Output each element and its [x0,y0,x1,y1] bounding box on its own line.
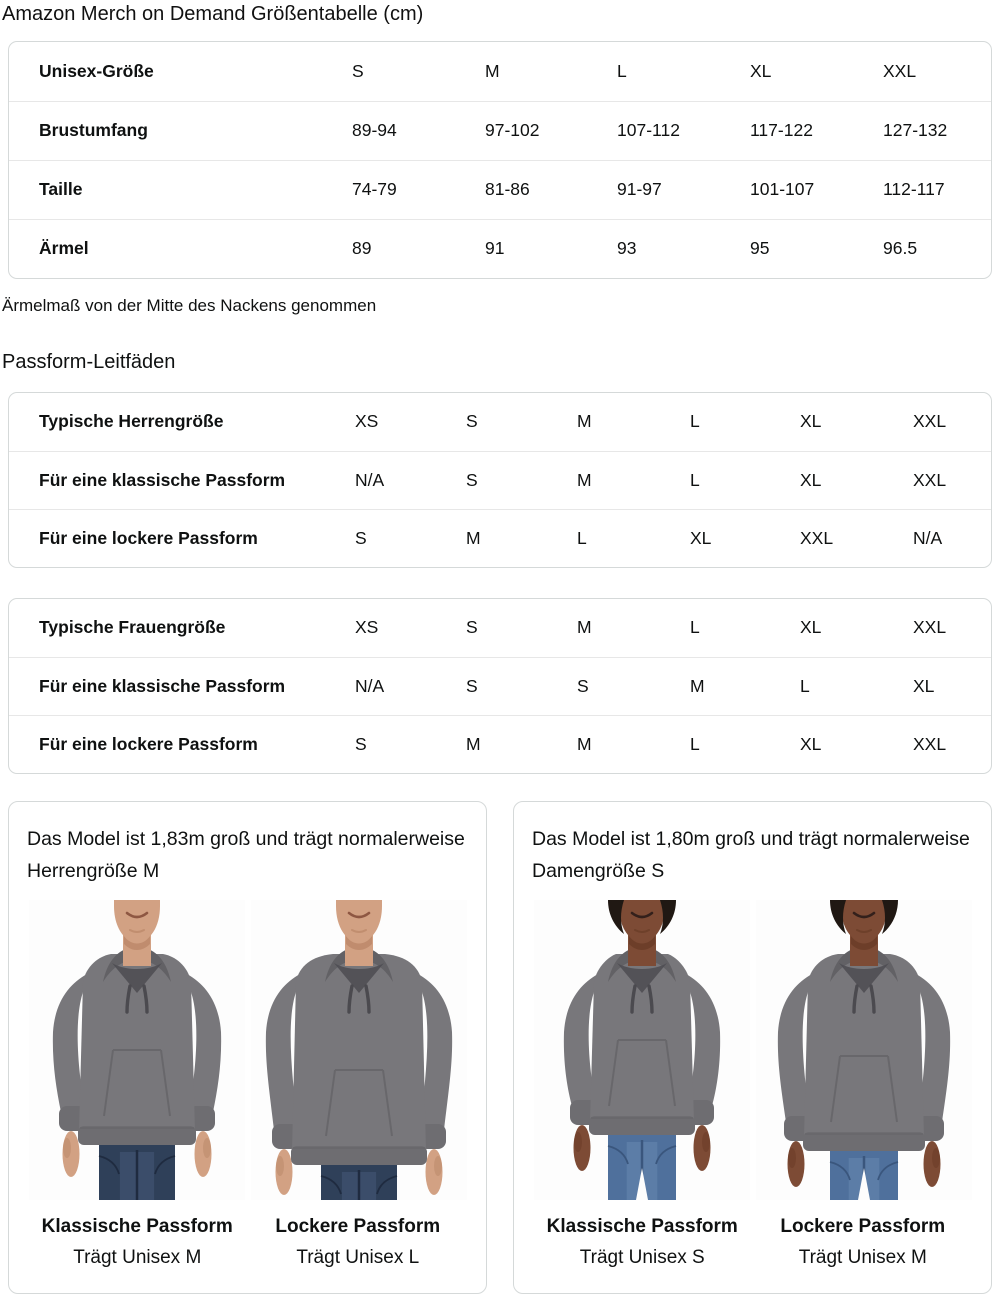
size-cell: M [577,617,592,638]
size-cell: XL [690,509,800,567]
size-cell: M [577,715,690,773]
size-cell: N/A [355,451,466,509]
size-cell: XL [800,411,822,432]
size-cell: S [466,617,478,638]
size-cell: M [485,60,500,81]
size-cell: S [355,715,466,773]
size-label: Trägt Unisex M [798,1247,927,1268]
size-cell: XL [800,617,822,638]
size-cell: L [617,60,627,81]
table-row [9,451,991,509]
table-row [9,42,991,101]
size-cell: XXL [800,509,913,567]
row-label: Für eine lockere Passform [9,509,355,567]
size-cell: 74-79 [352,160,485,219]
photo-captions [27,1212,468,1274]
size-cell: 127-132 [883,101,991,160]
row-label: Ärmel [9,219,352,278]
fit-label: Klassische Passform [41,1216,233,1237]
model-photo-classic-fit [534,900,750,1200]
size-cell: 91 [485,219,617,278]
size-cell: N/A [355,657,466,715]
unisex-size-table [8,41,992,279]
caption [532,1212,753,1274]
page-title: Amazon Merch on Demand Größentabelle (cm) [2,3,424,25]
size-cell: L [800,657,913,715]
fit-label: Klassische Passform [546,1216,738,1237]
size-cell: XXL [913,451,991,509]
size-cell: M [577,451,690,509]
size-cell: S [466,657,577,715]
fit-label: Lockere Passform [780,1216,946,1237]
mens-fit-table [8,392,992,568]
size-cell: 91-97 [617,160,750,219]
caption [248,1212,469,1274]
size-cell: M [466,715,577,773]
size-cell: L [690,715,800,773]
size-cell: 97-102 [485,101,617,160]
table-row [9,657,991,715]
size-cell: XL [800,715,913,773]
size-cell: N/A [913,509,991,567]
fit-label: Lockere Passform [275,1216,441,1237]
size-cell: 81-86 [485,160,617,219]
table-row [9,599,991,657]
size-cell: M [466,509,577,567]
womens-fit-table [8,598,992,774]
row-label: Taille [9,160,352,219]
size-cell: L [577,509,690,567]
fit-guides-heading: Passform-Leitfäden [2,351,176,373]
model-photos [532,900,973,1200]
size-cell: S [355,509,466,567]
row-label: Brustumfang [9,101,352,160]
size-label: Trägt Unisex S [579,1247,705,1268]
model-photo-loose-fit [251,900,467,1200]
model-photo-classic-fit [29,900,245,1200]
size-cell: S [352,60,364,81]
size-cell: S [466,451,577,509]
sleeve-measurement-note: Ärmelmaß von der Mitte des Nackens genommen [2,296,377,315]
size-cell: XXL [883,60,917,81]
model-photo-loose-fit [756,900,972,1200]
caption [753,1212,974,1274]
row-label: Für eine lockere Passform [9,715,355,773]
size-cell: 112-117 [883,160,991,219]
size-cell: 107-112 [617,101,750,160]
size-cell: 96.5 [883,219,991,278]
model-photos [27,900,468,1200]
row-label: Für eine klassische Passform [9,657,355,715]
size-cell: 89-94 [352,101,485,160]
womens-model-card [513,801,992,1294]
table-row [9,509,991,567]
row-label: Typische Frauengröße [39,617,226,638]
size-cell: 101-107 [750,160,883,219]
table-row [9,160,991,219]
row-label: Unisex-Größe [39,60,154,81]
card-description: Das Model ist 1,80m groß und trägt normalerweise Damengröße S [532,828,970,882]
size-cell: S [577,657,690,715]
size-cell: M [690,657,800,715]
size-cell: S [466,411,478,432]
size-cell: XXL [913,617,947,638]
size-cell: XS [355,617,379,638]
row-label: Typische Herrengröße [39,411,224,432]
size-cell: 89 [352,219,485,278]
table-row [9,393,991,451]
size-cell: XL [913,657,991,715]
mens-model-card [8,801,487,1294]
model-cards-row [8,801,992,1294]
table-row [9,219,991,278]
size-cell: 93 [617,219,750,278]
size-cell: 117-122 [750,101,883,160]
size-cell: M [577,411,592,432]
photo-captions [532,1212,973,1274]
size-cell: 95 [750,219,883,278]
table-row [9,715,991,773]
size-cell: XL [800,451,913,509]
row-label: Für eine klassische Passform [9,451,355,509]
size-cell: XXL [913,715,991,773]
size-cell: L [690,617,700,638]
size-cell: XL [750,60,772,81]
table-row [9,101,991,160]
size-cell: XXL [913,411,947,432]
size-cell: L [690,451,800,509]
card-description: Das Model ist 1,83m groß und trägt normalerweise Herrengröße M [27,828,465,882]
size-label: Trägt Unisex L [296,1247,420,1268]
caption [27,1212,248,1274]
size-cell: XS [355,411,379,432]
size-cell: L [690,411,700,432]
size-label: Trägt Unisex M [73,1247,202,1268]
